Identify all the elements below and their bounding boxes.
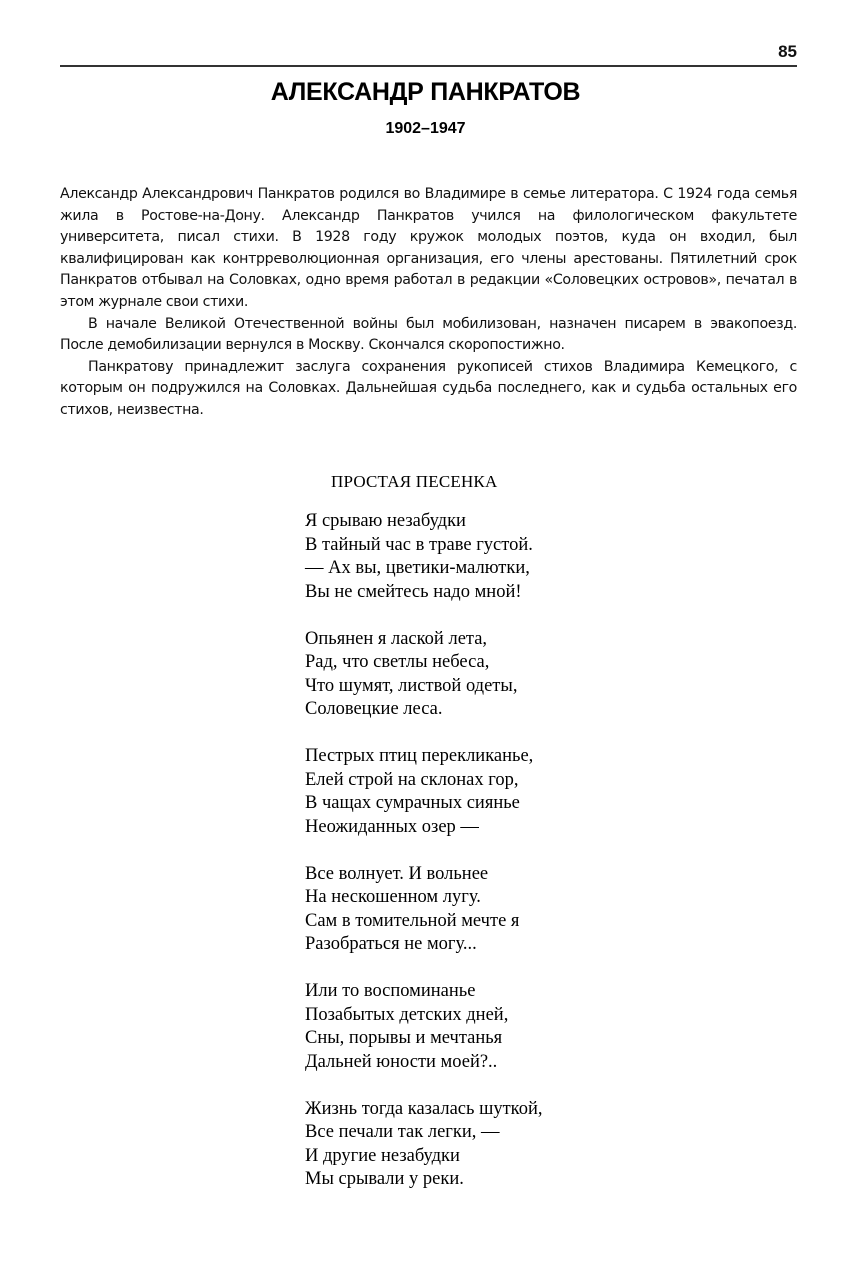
poem-line: Опьянен я лаской лета, — [305, 628, 488, 649]
poem-line: Что шумят, листвой одеты, — [305, 675, 518, 696]
poem-line: Разобраться не могу... — [305, 934, 477, 954]
poem-line: Мы срывали у реки. — [305, 1169, 464, 1189]
poem-line: В чащах сумрачных сиянье — [305, 793, 520, 813]
poem-line: Сам в томительной мечте я — [305, 910, 520, 931]
poem-line: Все волнует. И вольнее — [305, 863, 489, 884]
author-years: 1902–1947 — [385, 120, 466, 137]
poem-stanza — [305, 863, 542, 957]
biography-paragraph: Александр Александрович Панкратов родился во Владимире в семье литератора. С 1924 года семья жила в Ростове-на-Дону. Александр Панкратов учился на филологическом факультете университета, писал стихи. В 1928 году кружок молодых поэтов, куда он входил, был квалифицирован как контрреволюционная организация, его члены арестованы. Пятилетний срок Панкратов отбывал на Соловках, одно время работал в редакции «Соловецких островов», печатал в этом журнале свои стихи. — [60, 186, 797, 310]
poem-line: Сны, порывы и мечтанья — [305, 1028, 503, 1048]
page-number: 85 — [778, 42, 797, 61]
poem-stanza — [305, 510, 542, 604]
poem-line: Вы не смейтесь надо мной! — [305, 581, 522, 602]
poem-line: Я срываю незабудки — [305, 511, 466, 531]
poem-line: И другие незабудки — [305, 1145, 460, 1166]
poem-line: Елей строй на склонах гор, — [305, 769, 519, 790]
poem-line: Жизнь тогда казалась шуткой, — [305, 1098, 543, 1119]
poem-line: Пестрых птиц перекликанье, — [305, 746, 534, 766]
biography-paragraph: В начале Великой Отечественной войны был мобилизован, назначен писарем в эвакопоезд. После демобилизации вернулся в Москву. Скончался скоропостижно. — [60, 315, 797, 354]
author-name: АЛЕКСАНДР ПАНКРАТОВ — [270, 78, 581, 106]
poem-line: Позабытых детских дней, — [305, 1004, 509, 1025]
poem-line: На нескошенном лугу. — [305, 887, 481, 907]
poem-line: Рад, что светлы небеса, — [305, 652, 490, 672]
biography — [60, 184, 797, 422]
poem-line: Соловецкие леса. — [305, 699, 443, 719]
poem-line: В тайный час в траве густой. — [305, 534, 533, 555]
poem-stanza — [305, 628, 542, 722]
poem-line: Дальней юности моей?.. — [305, 1051, 498, 1072]
poem-title: ПРОСТАЯ ПЕСЕНКА — [331, 472, 498, 491]
header-rule — [60, 65, 797, 67]
poem-stanza — [305, 745, 542, 839]
poem-stanza — [305, 980, 542, 1074]
biography-paragraph: Панкратову принадлежит заслуга сохранения рукописей стихов Владимира Кемецкого, с которым он подружился на Соловках. Дальнейшая судьба последнего, как и судьба остальных его стихов, неизвестна. — [60, 358, 797, 418]
poem-body — [305, 510, 542, 1215]
poem-line: — Ах вы, цветики-малютки, — [305, 558, 530, 578]
poem-line: Все печали так легки, — — [305, 1122, 500, 1142]
poem-line: Неожиданных озер — — [305, 816, 479, 837]
poem-line: Или то воспоминанье — [305, 981, 476, 1001]
poem-stanza — [305, 1098, 542, 1192]
